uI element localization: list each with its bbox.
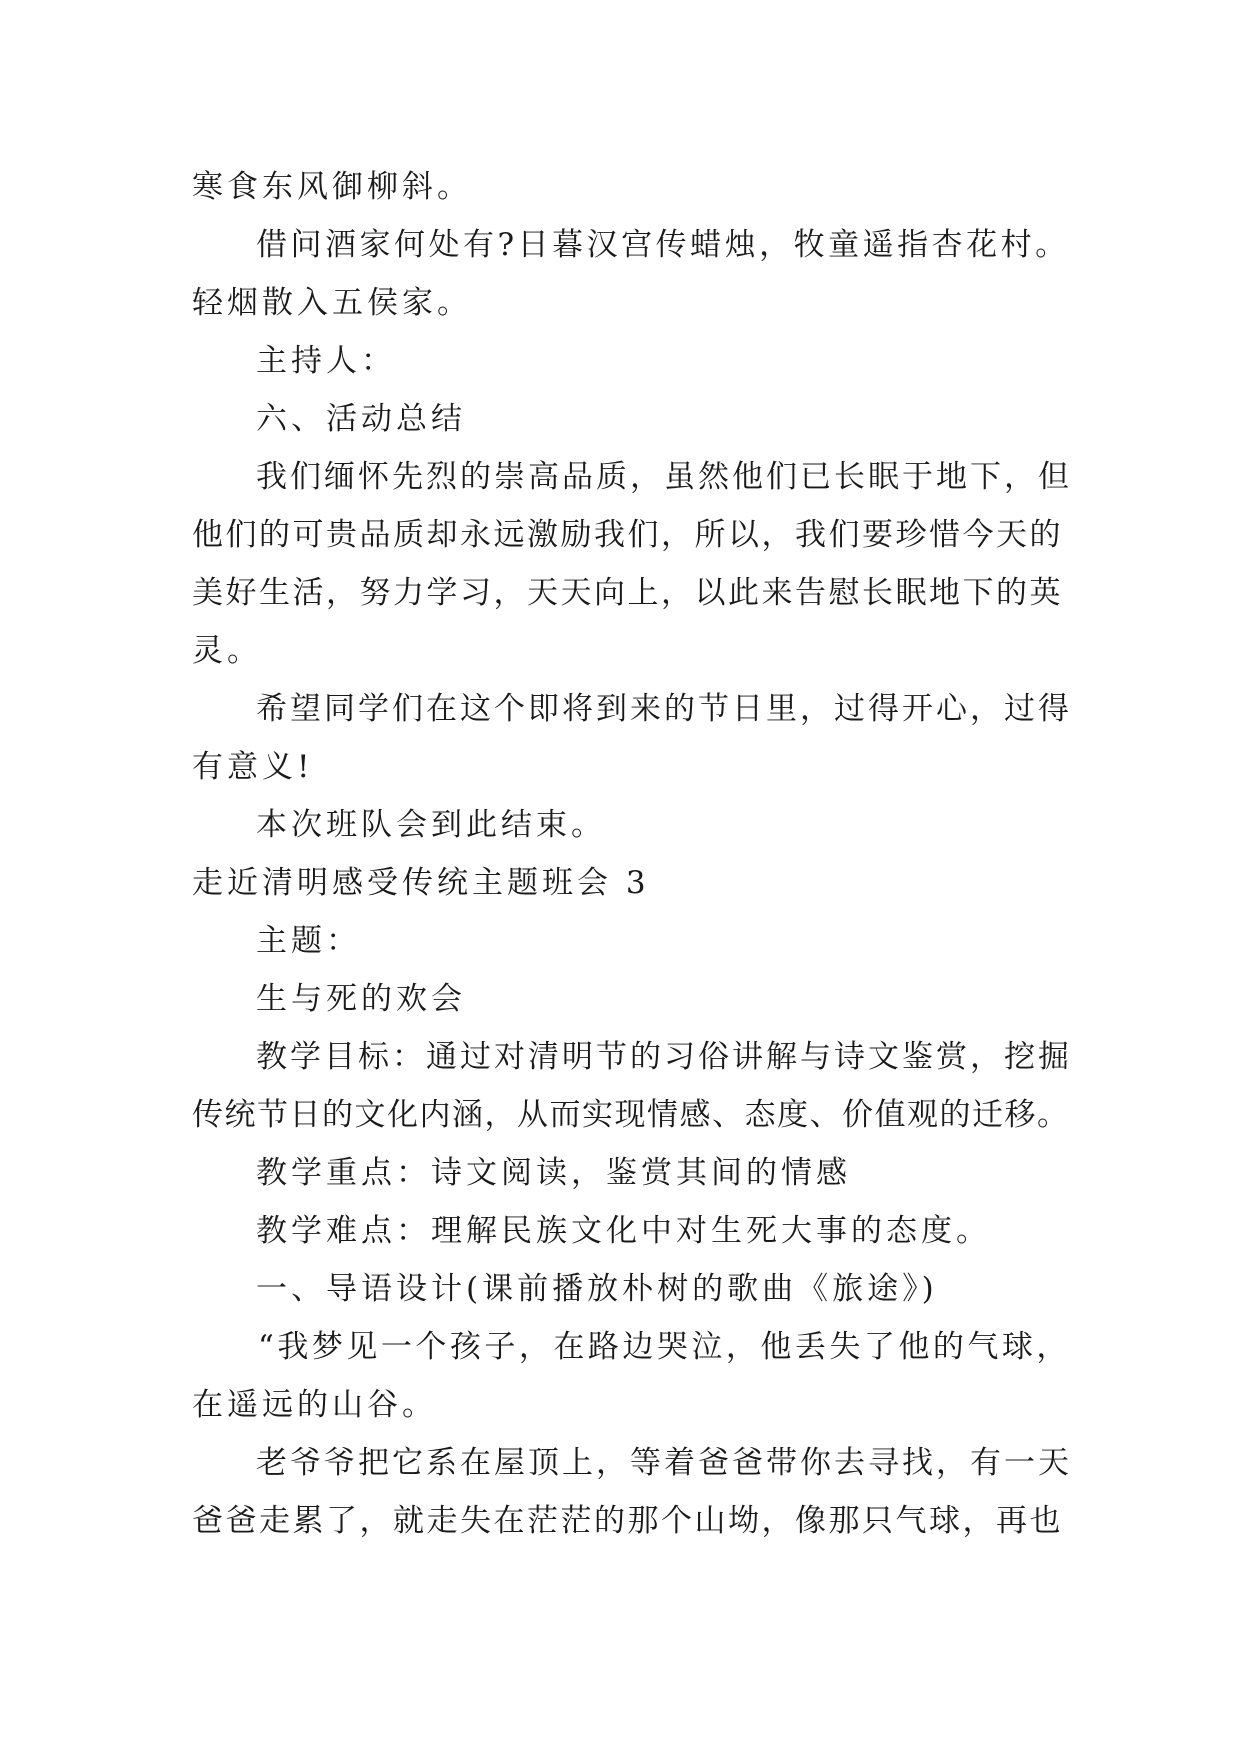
text-line: 本次班队会到此结束。 [256,807,606,843]
text-line: “我梦见一个孩子，在路边哭泣，他丢失了他的气球， [258,1329,1071,1365]
text-line: 教学难点：理解民族文化中对生死大事的态度。 [256,1213,991,1249]
text-line: 生与死的欢会 [256,981,466,1017]
text-line: 爸爸走累了，就走失在茫茫的那个山坳，像那只气球，再也 [192,1503,1063,1539]
text-line: 轻烟散入五侯家。 [192,285,472,321]
text-line: 教学重点：诗文阅读，鉴赏其间的情感 [256,1155,851,1191]
text-line: 美好生活，努力学习，天天向上，以此来告慰长眠地下的英 [192,575,1063,611]
text-line: 在遥远的山谷。 [192,1387,437,1423]
text-line: 借问酒家何处有?日暮汉宫传蜡烛，牧童遥指杏花村。 [256,227,1070,263]
document-title: 走近清明感受传统主题班会 3 [192,865,650,901]
text-line: 他们的可贵品质却永远激励我们，所以，我们要珍惜今天的 [192,517,1063,553]
section-heading: 一、导语设计(课前播放朴树的歌曲《旅途》) [256,1271,938,1307]
text-line: 教学目标：通过对清明节的习俗讲解与诗文鉴赏，挖掘 [256,1039,1072,1075]
text-line: 灵。 [192,633,262,669]
text-line: 主持人： [256,343,396,379]
text-line: 我们缅怀先烈的崇高品质，虽然他们已长眠于地下，但 [256,459,1072,495]
text-line: 有意义! [192,749,314,785]
text-line: 主题： [256,923,361,959]
document-body [192,158,1072,1550]
text-line: 老爷爷把它系在屋顶上，等着爸爸带你去寻找，有一天 [256,1445,1072,1481]
text-line: 希望同学们在这个即将到来的节日里，过得开心，过得 [256,691,1072,727]
text-line: 寒食东风御柳斜。 [192,169,472,205]
section-heading: 六、活动总结 [256,401,466,437]
text-line: 传统节日的文化内涵，从而实现情感、态度、价值观的迁移。 [192,1097,1070,1133]
